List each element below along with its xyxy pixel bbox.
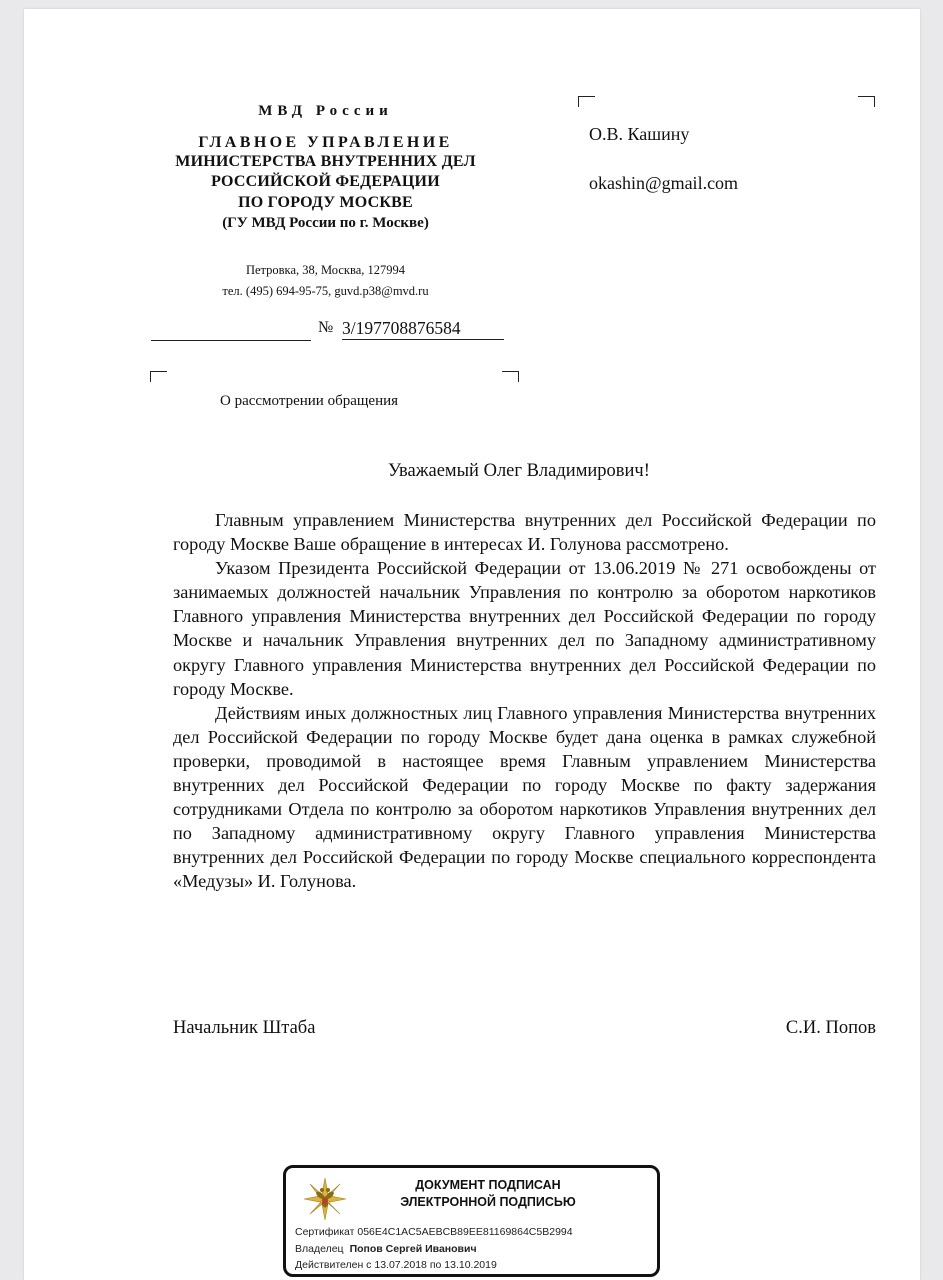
letter-body <box>173 508 876 894</box>
stamp-certificate: Сертификат 056E4C1AC5AEBCB89EE81169864C5B2994 <box>295 1226 573 1238</box>
subject-corner-left <box>150 371 167 382</box>
mvd-emblem-icon <box>302 1176 348 1222</box>
letterhead-ministry: МВД России <box>258 103 393 119</box>
letterhead-title-line3: РОССИЙСКОЙ ФЕДЕРАЦИИ <box>211 173 440 190</box>
subject-corner-right <box>502 371 519 382</box>
body-paragraph: Указом Президента Российской Федерации от 13.06.2019 № 271 освобождены от занимаемых должностей начальник Управления по контролю за оборотом наркотиков Главного управления Министерства внутренних дел Российской Федерации по городу Москве и начальник Управления внутренних дел по Западному административному округу Главного управления Министерства внутренних дел Российской Федерации по городу Москве. <box>173 558 876 699</box>
letterhead-address: Петровка, 38, Москва, 127994 <box>245 263 406 277</box>
body-paragraph: Главным управлением Министерства внутренних дел Российской Федерации по городу Москве Ваше обращение в интересах И. Голунова рассмотрено. <box>173 510 876 555</box>
body-paragraph: Действиям иных должностных лиц Главного управления Министерства внутренних дел Российской Федерации по городу Москве будет дана оценка в рамках служебной проверки, проводимой в настоящее время Главным управлением Министерства внутренних дел Российской Федерации по городу Москве по факту задержания сотрудниками Отдела по контролю за оборотом наркотиков Управления внутренних дел по Западному административному округу Главного управления Министерства внутренних дел Российской Федерации по городу Москве специального корреспондента «Медузы» И. Голунова. <box>173 702 876 892</box>
greeting: Уважаемый Олег Владимирович! <box>388 461 650 481</box>
recipient-corner-left <box>578 96 595 107</box>
stamp-title-line1: ДОКУМЕНТ ПОДПИСАН <box>415 1178 561 1192</box>
subject-line: О рассмотрении обращения <box>220 393 399 409</box>
stamp-title-line2: ЭЛЕКТРОННОЙ ПОДПИСЬЮ <box>400 1195 576 1209</box>
number-sign: № <box>318 319 334 336</box>
letterhead-title-line1: ГЛАВНОЕ УПРАВЛЕНИЕ <box>198 134 453 151</box>
recipient-name: О.В. Кашину <box>589 124 690 144</box>
recipient-corner-right <box>858 96 875 107</box>
document-number: 3/197708876584 <box>342 317 504 340</box>
signatory-position: Начальник Штаба <box>173 1018 316 1038</box>
letterhead-contacts: тел. (495) 694-95-75, guvd.p38@mvd.ru <box>222 284 429 298</box>
stamp-owner <box>295 1243 477 1255</box>
recipient-email: okashin@gmail.com <box>589 173 739 193</box>
letterhead-abbreviation: (ГУ МВД России по г. Москве) <box>222 215 429 231</box>
esign-stamp <box>283 1165 660 1277</box>
document-page <box>24 9 920 1280</box>
stamp-owner-name: Попов Сергей Иванович <box>349 1243 477 1255</box>
stamp-owner-label: Владелец <box>295 1243 344 1255</box>
stamp-validity: Действителен с 13.07.2018 по 13.10.2019 <box>295 1259 497 1271</box>
letterhead-title-line4: ПО ГОРОДУ МОСКВЕ <box>238 194 413 211</box>
date-blank-line <box>151 324 311 341</box>
letterhead-title-line2: МИНИСТЕРСТВА ВНУТРЕННИХ ДЕЛ <box>175 153 476 170</box>
signatory-name: С.И. Попов <box>785 1018 876 1038</box>
